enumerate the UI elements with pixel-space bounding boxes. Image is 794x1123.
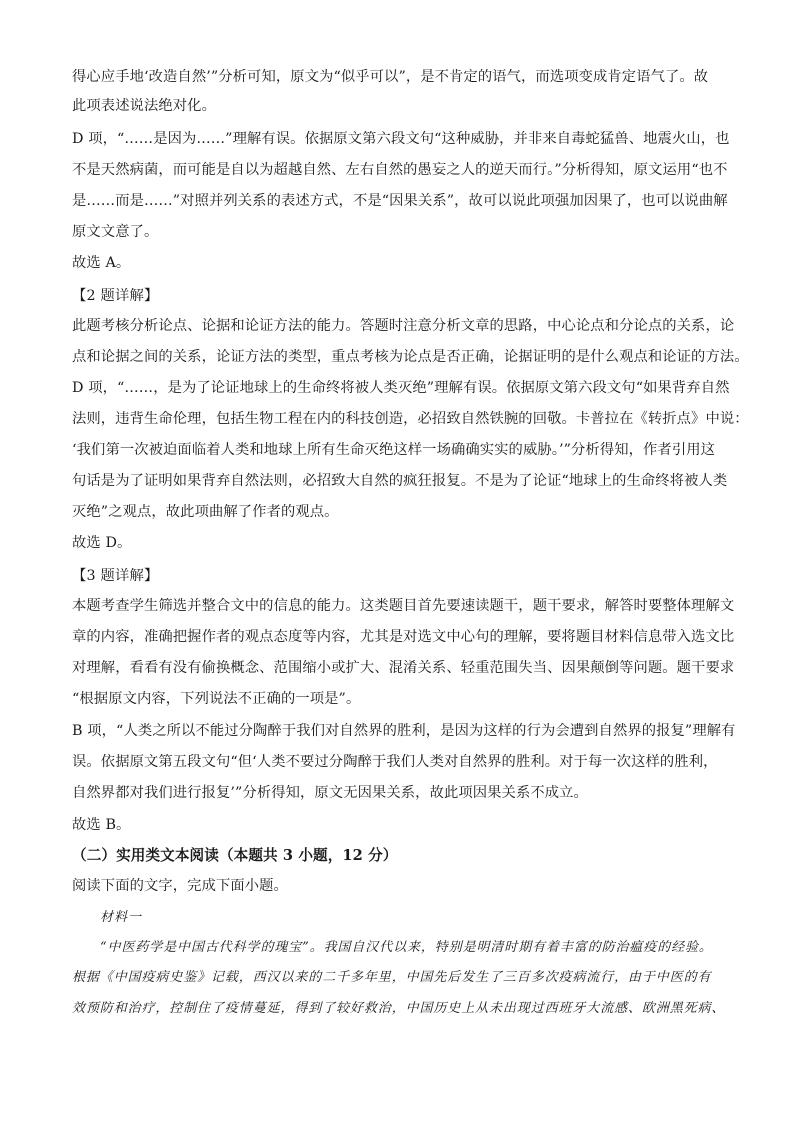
text-line: 法则，违背生命伦理，包括生物工程在内的科技创造，必招致自然铁腕的回敬。卡普拉在《转折点》中说：	[72, 411, 749, 427]
text-line: 故选 B。	[72, 817, 131, 833]
question-3-detail-heading: 【3 题详解】	[72, 568, 159, 584]
text-line: 句话是为了证明如果背弃自然法则，必招致大自然的疯狂报复。不是为了论证“地球上的生命终将被人类	[72, 473, 728, 489]
text-line: 自然界都对我们进行报复’”分析得知，原文无因果关系，故此项因果关系不成立。	[72, 785, 588, 801]
text-line: 得心应手地‘改造自然’”分析可知，原文为“似乎可以”，是不肯定的语气，而选项变成肯定语气了。故	[72, 69, 709, 85]
section-heading: （二）实用类文本阅读（本题共 3 小题，12 分）	[72, 847, 398, 864]
text-line: 对理解，看看有没有偷换概念、范围缩小或扩大、混淆关系、轻重范围失当、因果颠倒等问题。题干要求	[72, 660, 735, 676]
material-title: 材料一	[100, 910, 143, 925]
text-line: 章的内容，准确把握作者的观点态度等内容，尤其是对选文中心句的理解，要将题目材料信息带入选文比	[72, 629, 735, 645]
text-line: 本题考查学生筛选并整合文中的信息的能力。这类题目首先要速读题干，题干要求，解答时要整体理解文	[72, 598, 735, 614]
text-line: 灭绝”之观点，故此项曲解了作者的观点。	[72, 504, 339, 520]
instruction-text: 阅读下面的文字，完成下面小题。	[72, 878, 288, 894]
text-line: ‘我们第一次被迫面临着人类和地球上所有生命灭绝这样一场确确实实的威胁。’”分析得知，作者引用这	[72, 442, 716, 458]
material-line: “中医药学是中国古代科学的瑰宝”。我国自汉代以来，特别是明清时期有着丰富的防治瘟疫的经验。	[100, 940, 713, 955]
text-line: 原文文意了。	[72, 224, 159, 240]
question-2-detail-heading: 【2 题详解】	[72, 288, 159, 304]
text-line: D 项，“……是因为……”理解有误。依据原文第六段文句“这种威胁，并非来自毒蛇猛兽、地震火山，也	[72, 131, 730, 147]
text-line: “根据原文内容，下列说法不正确的一项是”。	[72, 691, 361, 707]
text-line: 此题考核分析论点、论据和论证方法的能力。答题时注意分析文章的思路，中心论点和分论点的关系，论	[72, 318, 735, 334]
text-line: 故选 A。	[72, 255, 131, 271]
material-line: 效预防和治疗，控制住了疫情蔓延，得到了较好救治，中国历史上从未出现过西班牙大流感、欧洲黑死病、	[72, 1001, 726, 1016]
text-line: 故选 D。	[72, 535, 132, 551]
text-line: 是……而是……”对照并列关系的表述方式，不是“因果关系”，故可以说此项强加因果了，也可以说曲解	[72, 193, 728, 209]
text-line: B 项，“人类之所以不能过分陶醉于我们对自然界的胜利，是因为这样的行为会遭到自然界的报复”理解有	[72, 723, 736, 739]
text-line: D 项，“……，是为了论证地球上的生命终将被人类灭绝”理解有误。依据原文第六段文句“如果背弃自然	[72, 380, 730, 396]
material-line: 根据《中国疫病史鉴》记载，西汉以来的二千多年里，中国先后发生了三百多次疫病流行，由于中医的有	[72, 970, 712, 985]
text-line: 此项表述说法绝对化。	[72, 98, 216, 114]
text-line: 误。依据原文第五段文句“但‘人类不要过分陶醉于我们人类对自然界的胜利。对于每一次这样的胜利，	[72, 754, 718, 770]
text-line: 不是天然病菌，而可能是自以为超越自然、左右自然的愚妄之人的逆天而行。”分析得知，原文运用“也不	[72, 162, 728, 178]
text-line: 点和论据之间的关系，论证方法的类型，重点考核为论点是否正确，论据证明的是什么观点和论证的方法。	[72, 349, 749, 365]
